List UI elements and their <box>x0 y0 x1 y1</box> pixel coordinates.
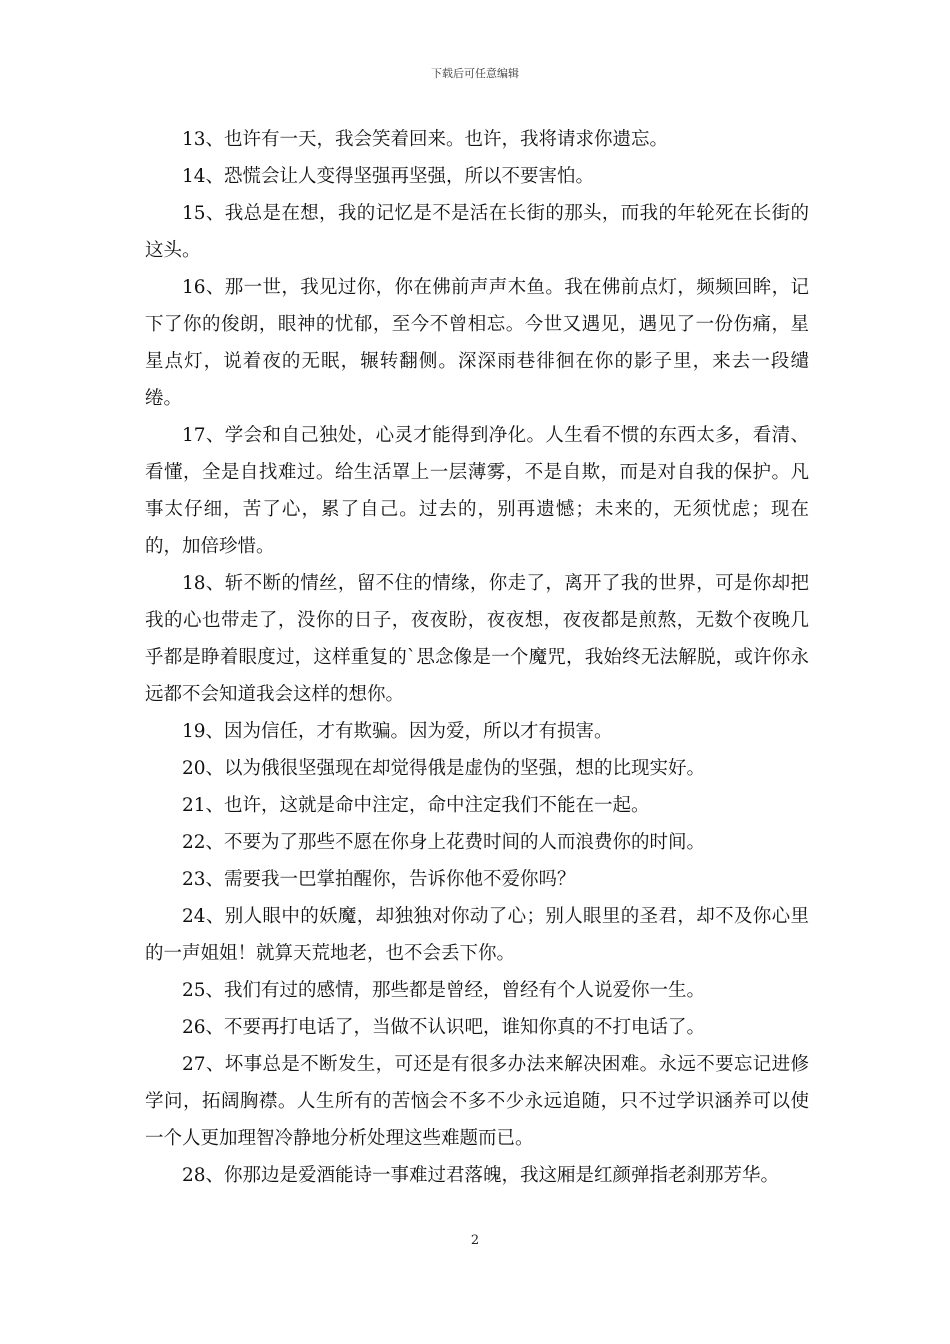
paragraph-25: 25、我们有过的感情，那些都是曾经，曾经有个人说爱你一生。 <box>182 980 706 1001</box>
paragraph-28: 28、你那边是爱酒能诗一事难过君落魄，我这厢是红颜弹指老刹那芳华。 <box>182 1165 780 1186</box>
page-number: 2 <box>470 1233 480 1248</box>
paragraph-19: 19、因为信任，才有欺骗。因为爱，所以才有损害。 <box>182 721 613 742</box>
paragraph-14: 14、恐慌会让人变得坚强再坚强，所以不要害怕。 <box>182 166 595 187</box>
page-header: 下载后可任意编辑 <box>431 67 519 80</box>
paragraph-16: 16、那一世，我见过你，你在佛前声声木鱼。我在佛前点灯，频频回眸，记下了你的俊朗，眼神的忧郁，至今不曾相忘。今世又遇见，遇见了一份伤痛，星星点灯，说着夜的无眠，辗转翻侧。深深雨巷徘徊在你的影子里，来去一段缱绻。 <box>145 277 809 409</box>
paragraph-21: 21、也许，这就是命中注定，命中注定我们不能在一起。 <box>182 795 650 816</box>
paragraph-20: 20、以为俄很坚强现在却觉得俄是虚伪的坚强，想的比现实好。 <box>182 758 706 779</box>
paragraph-18: 18、斩不断的情丝，留不住的情缘，你走了，离开了我的世界，可是你却把我的心也带走了，没你的日子，夜夜盼，夜夜想，夜夜都是煎熬，无数个夜晚几乎都是睁着眼度过，这样重复的`思念像是一个魔咒，我始终无法解脱，或许你永远都不会知道我会这样的想你。 <box>145 573 809 705</box>
paragraph-13: 13、也许有一天，我会笑着回来。也许，我将请求你遗忘。 <box>182 129 669 150</box>
paragraph-27: 27、坏事总是不断发生，可还是有很多办法来解决困难。永远不要忘记进修学问，拓阔胸襟。人生所有的苦恼会不多不少永远追随，只不过学识涵养可以使一个人更加理智冷静地分析处理这些难题而已。 <box>145 1054 809 1149</box>
paragraph-23: 23、需要我一巴掌拍醒你，告诉你他不爱你吗？ <box>182 869 576 890</box>
paragraph-17: 17、学会和自己独处，心灵才能得到净化。人生看不惯的东西太多，看清、看懂，全是自找难过。给生活罩上一层薄雾，不是自欺，而是对自我的保护。凡事太仔细，苦了心，累了自己。过去的，别再遗憾；未来的，无须忧虑；现在的，加倍珍惜。 <box>145 425 809 557</box>
document-body <box>145 121 809 1194</box>
paragraph-24: 24、别人眼中的妖魔，却独独对你动了心；别人眼里的圣君，却不及你心里的一声姐姐！就算天荒地老，也不会丢下你。 <box>145 906 809 964</box>
paragraph-26: 26、不要再打电话了，当做不认识吧，谁知你真的不打电话了。 <box>182 1017 706 1038</box>
paragraph-22: 22、不要为了那些不愿在你身上花费时间的人而浪费你的时间。 <box>182 832 706 853</box>
paragraph-15: 15、我总是在想，我的记忆是不是活在长街的那头，而我的年轮死在长街的这头。 <box>145 203 809 261</box>
